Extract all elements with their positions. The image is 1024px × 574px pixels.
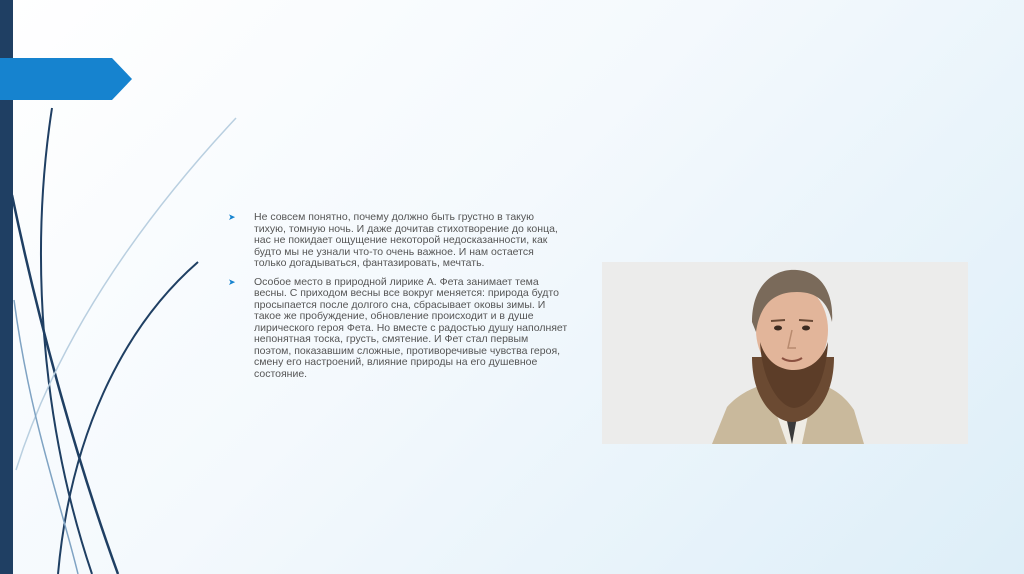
bearded-man-portrait-icon [602,262,968,444]
arrow-bullet-icon: ➤ [228,212,236,222]
paragraph-2 [228,277,568,381]
paragraph-1 [228,212,568,270]
paragraph-2-text: Особое место в природной лирике А. Фета занимает тема весны. С приходом весны все вокруг меняется: природа будто просыпается после долгого сна, сбрасывает оковы зимы. И такое же пробуждение, обновление происходит и в душе лирического героя Фета. Но вместе с радостью душу наполняет непонятная тоска, грусть, смятение. И Фет стал первым поэтом, показавшим сложные, противоречивые чувства героя, смену его настроений, влияние природы на его душевное состояние. [254,275,568,380]
arrow-bullet-icon: ➤ [228,276,236,287]
portrait-image [602,262,968,444]
curved-lines-decoration [0,0,260,574]
paragraph-1-text: Не совсем понятно, почему должно быть грустно в такую тихую, томную ночь. И даже дочитав стихотворение до конца, нас не покидает ощущение некоторой недосказанности, как будто мы не узнали что-то очень важное. И нам остается только догадываться, фантазировать, мечтать. [254,211,558,269]
text-block [228,212,568,387]
